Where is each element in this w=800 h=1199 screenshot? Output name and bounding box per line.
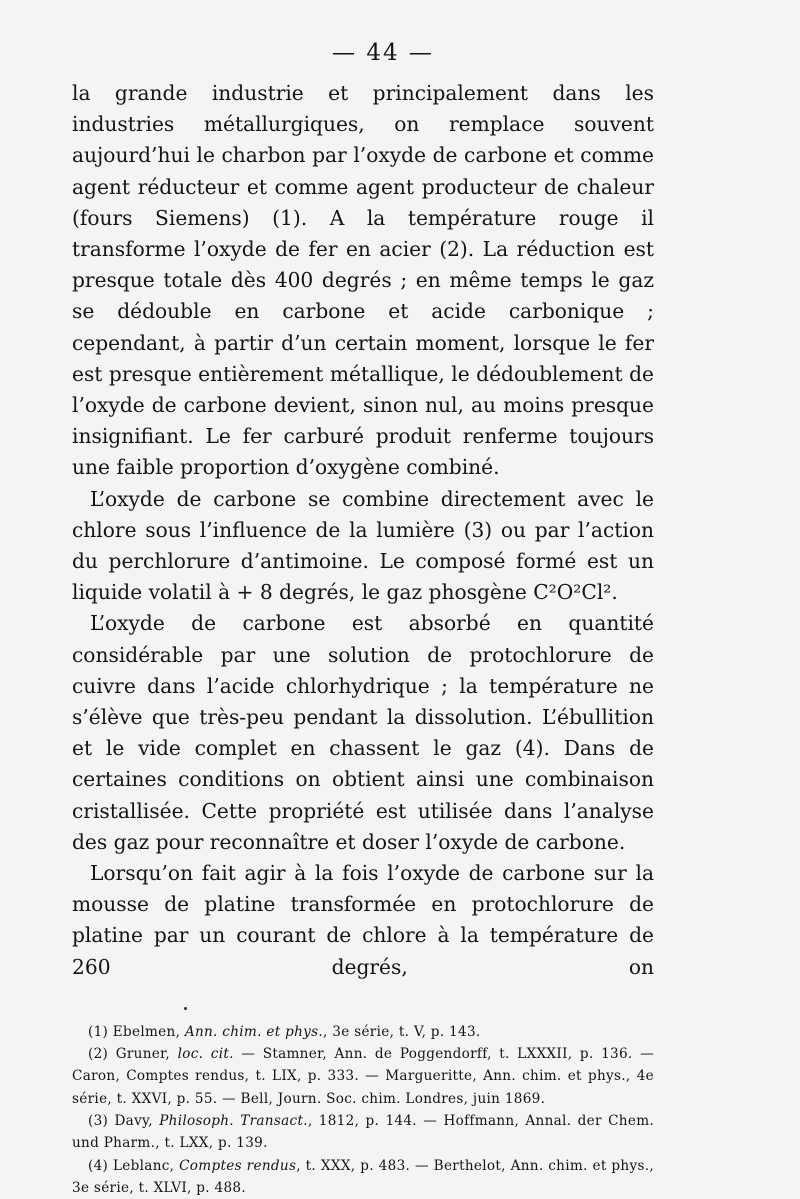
paragraph: la grande industrie et principalement dans les industries métallurgiques, on remplace souvent aujourd’hui le charbon par l’oxyde de carbone et comme agent réducteur et comme agent producteur de chaleur (fours Siemens) (1). A la température rouge il transforme l’oxyde de fer en acier (2). La réduction est presque totale dès 400 degrés ; en même temps le gaz se dédouble en carbone et acide carbonique ; cependant, à partir d’un certain moment, lorsque le fer est presque entièrement métallique, le dédoublement de l’oxyde de carbone devient, sinon nul, au moins presque insignifiant. Le fer carburé produit renferme toujours une faible proportion d’oxygène combiné. <box>72 81 654 480</box>
footnotes <box>72 1021 654 1199</box>
footnote: (4) Leblanc, Comptes rendus, t. XXX, p. 483. — Berthelot, Ann. chim. et phys., 3e série, t. XLVI, p. 488. <box>72 1157 654 1196</box>
paragraph: L’oxyde de carbone se combine directement avec le chlore sous l’influence de la lumière (3) ou par l’action du perchlorure d’antimoine. Le composé formé est un liquide volatil à + 8 degrés, le gaz phosgène C²O²Cl². <box>72 486 654 605</box>
paragraph: L’oxyde de carbone est absorbé en quantité considérable par une solution de protochlorure de cuivre dans l’acide chlorhydrique ; la température ne s’élève que très-peu pendant la dissolution. L’ébullition et le vide complet en chassent le gaz (4). Dans de certaines conditions on obtient ainsi une combinaison cristallisée. Cette propriété est utilisée dans l’analyse des gaz pour reconnaître et doser l’oxyde de carbone. <box>72 611 654 854</box>
body-text <box>72 78 654 983</box>
footnote-separator <box>72 1005 654 1019</box>
page-number: — 44 — <box>332 40 434 66</box>
footnote: (2) Gruner, loc. cit. — Stamner, Ann. de Poggendorff, t. LXXXII, p. 136. — Caron, Comptes rendus, t. LIX, p. 333. — Margueritte, Ann. chim. et phys., 4e série, t. XXVI, p. 55. — Bell, Journ. Soc. chim. Londres, juin 1869. <box>72 1046 654 1107</box>
paragraph: Lorsqu’on fait agir à la fois l’oxyde de carbone sur la mousse de platine transformée en protochlorure de platine par un courant de chlore à la température de 260 degrés, on <box>72 861 654 979</box>
footnote: (3) Davy, Philosoph. Transact., 1812, p. 144. — Hoffmann, Annal. der Chem. und Pharm., t. LXX, p. 139. <box>72 1113 655 1152</box>
document-page <box>72 40 654 1199</box>
footnote: (1) Ebelmen, Ann. chim. et phys., 3e série, t. V, p. 143. <box>88 1023 481 1040</box>
